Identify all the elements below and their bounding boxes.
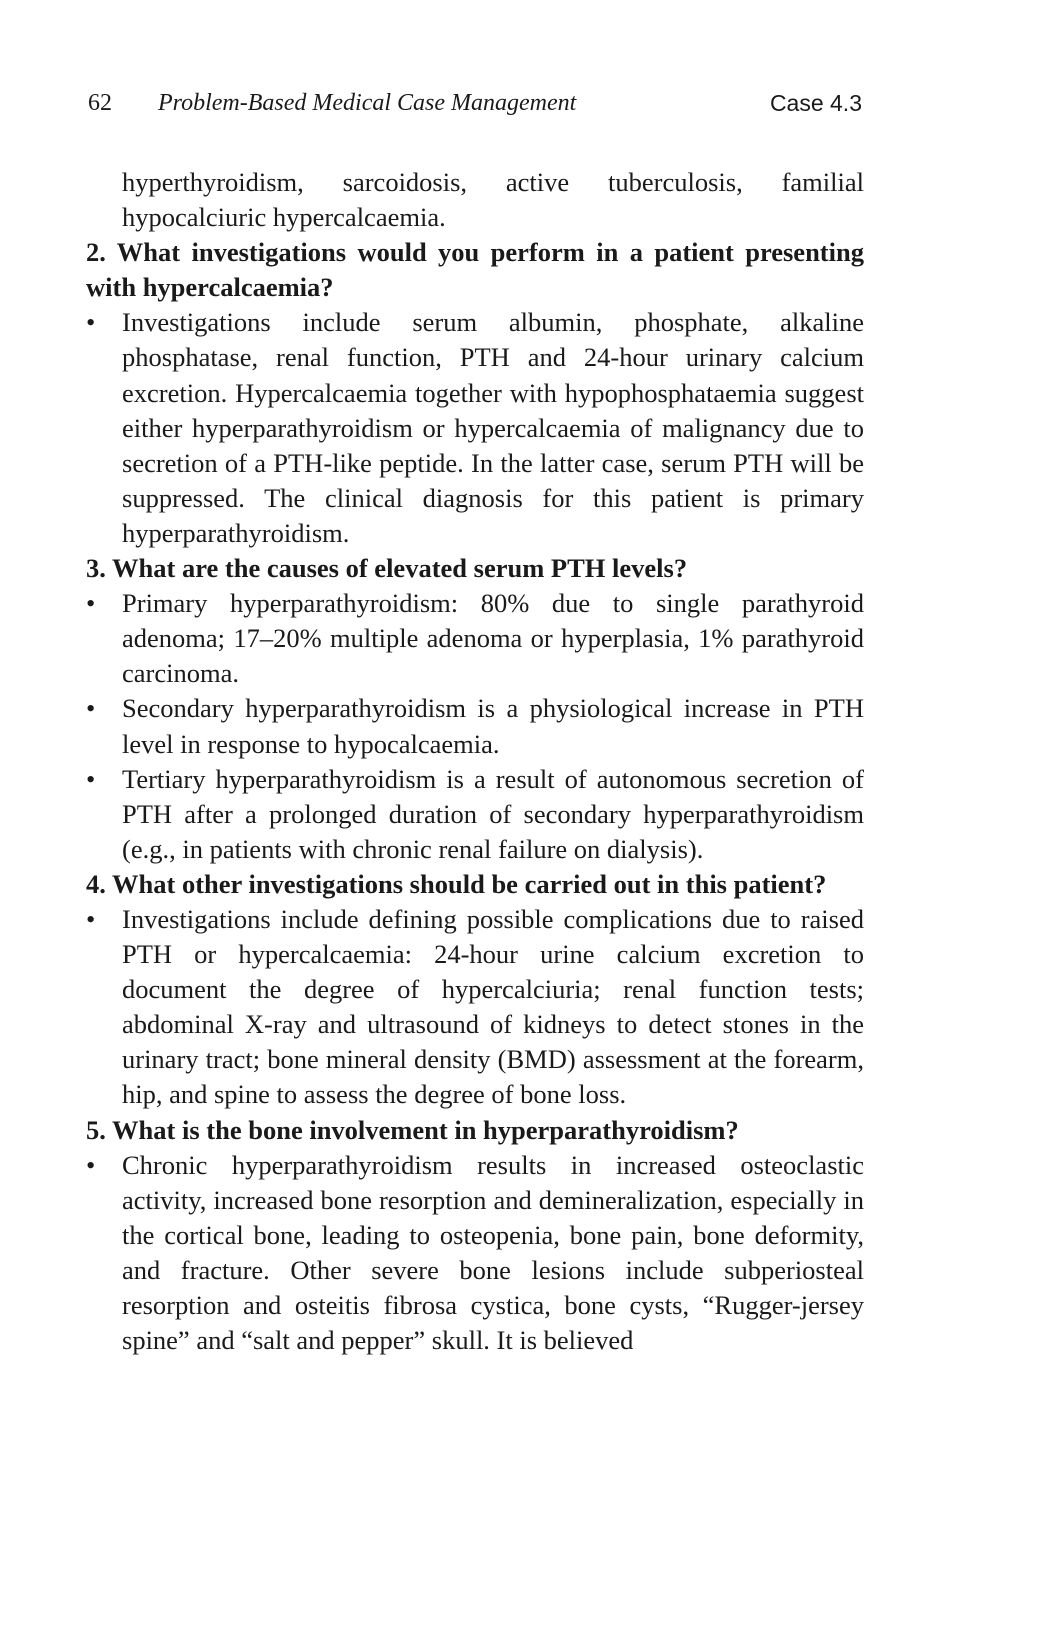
answer-bullet xyxy=(86,586,864,691)
bullet-icon: • xyxy=(86,307,96,338)
question-number: 4. xyxy=(86,868,106,899)
page-body xyxy=(86,165,864,1358)
bullet-icon: • xyxy=(86,588,96,619)
question-text: What investigations would you perform in a patient presenting with hypercalcaemia? xyxy=(86,237,864,303)
page-header xyxy=(88,86,862,120)
question-text: What other investigations should be carried out in this patient? xyxy=(112,868,827,899)
question-text: What is the bone involvement in hyperparathyroidism? xyxy=(112,1114,739,1145)
answer-text: Chronic hyperparathyroidism results in increased osteoclastic activity, increased bone resorption and demineralization, especially in the cortical bone, leading to osteopenia, bone pain, bone deformity, and fracture. Other severe bone lesions include subperiosteal resorption and osteitis fibrosa cystica, bone cysts, “Rugger-jersey spine” and “salt and pepper” skull. It is believed xyxy=(122,1149,864,1356)
bullet-icon: • xyxy=(86,1149,96,1180)
question-text: What are the causes of elevated serum PTH levels? xyxy=(112,553,688,584)
question-number: 2. xyxy=(86,237,106,268)
answer-bullet xyxy=(86,1148,864,1359)
bullet-icon: • xyxy=(86,693,96,724)
question-3 xyxy=(86,551,864,586)
question-2 xyxy=(86,235,864,305)
answer-text: Investigations include serum albumin, phosphate, alkaline phosphatase, renal function, PTH and 24-hour urinary calcium excretion. Hypercalcaemia together with hypophosphataemia suggest either hyperparathyroidism or hypercalcaemia of malignancy due to secretion of a PTH-like peptide. In the latter case, serum PTH will be suppressed. The clinical diagnosis for this patient is primary hyperparathyroidism. xyxy=(122,307,864,548)
intro-paragraph: hyperthyroidism, sarcoidosis, active tuberculosis, familial hypocalciuric hypercalcaemia. xyxy=(122,167,864,233)
answer-text: Tertiary hyperparathyroidism is a result of autonomous secretion of PTH after a prolonged duration of secondary hyperparathyroidism (e.g., in patients with chronic renal failure on dialysis). xyxy=(122,763,864,864)
answer-bullet xyxy=(86,305,864,551)
question-number: 5. xyxy=(86,1114,106,1145)
answer-bullet xyxy=(86,902,864,1113)
bullet-icon: • xyxy=(86,903,96,934)
running-title: Problem-Based Medical Case Management xyxy=(158,90,577,116)
question-4 xyxy=(86,867,864,902)
answer-bullet xyxy=(86,762,864,867)
question-number: 3. xyxy=(86,553,106,584)
answer-bullet xyxy=(86,691,864,761)
bullet-icon: • xyxy=(86,763,96,794)
answer-text: Primary hyperparathyroidism: 80% due to single parathyroid adenoma; 17–20% multiple adenoma or hyperplasia, 1% parathyroid carcinoma. xyxy=(122,588,864,689)
case-label: Case 4.3 xyxy=(769,90,862,116)
page-number: 62 xyxy=(88,90,112,116)
answer-text: Investigations include defining possible complications due to raised PTH or hypercalcaemia: 24-hour urine calcium excretion to document the degree of hypercalciuria; renal function tests; abdominal X-ray and ultrasound of kidneys to detect stones in the urinary tract; bone mineral density (BMD) assessment at the forearm, hip, and spine to assess the degree of bone loss. xyxy=(122,903,864,1110)
question-5 xyxy=(86,1113,864,1148)
answer-text: Secondary hyperparathyroidism is a physiological increase in PTH level in response to hypocalcaemia. xyxy=(122,693,864,759)
